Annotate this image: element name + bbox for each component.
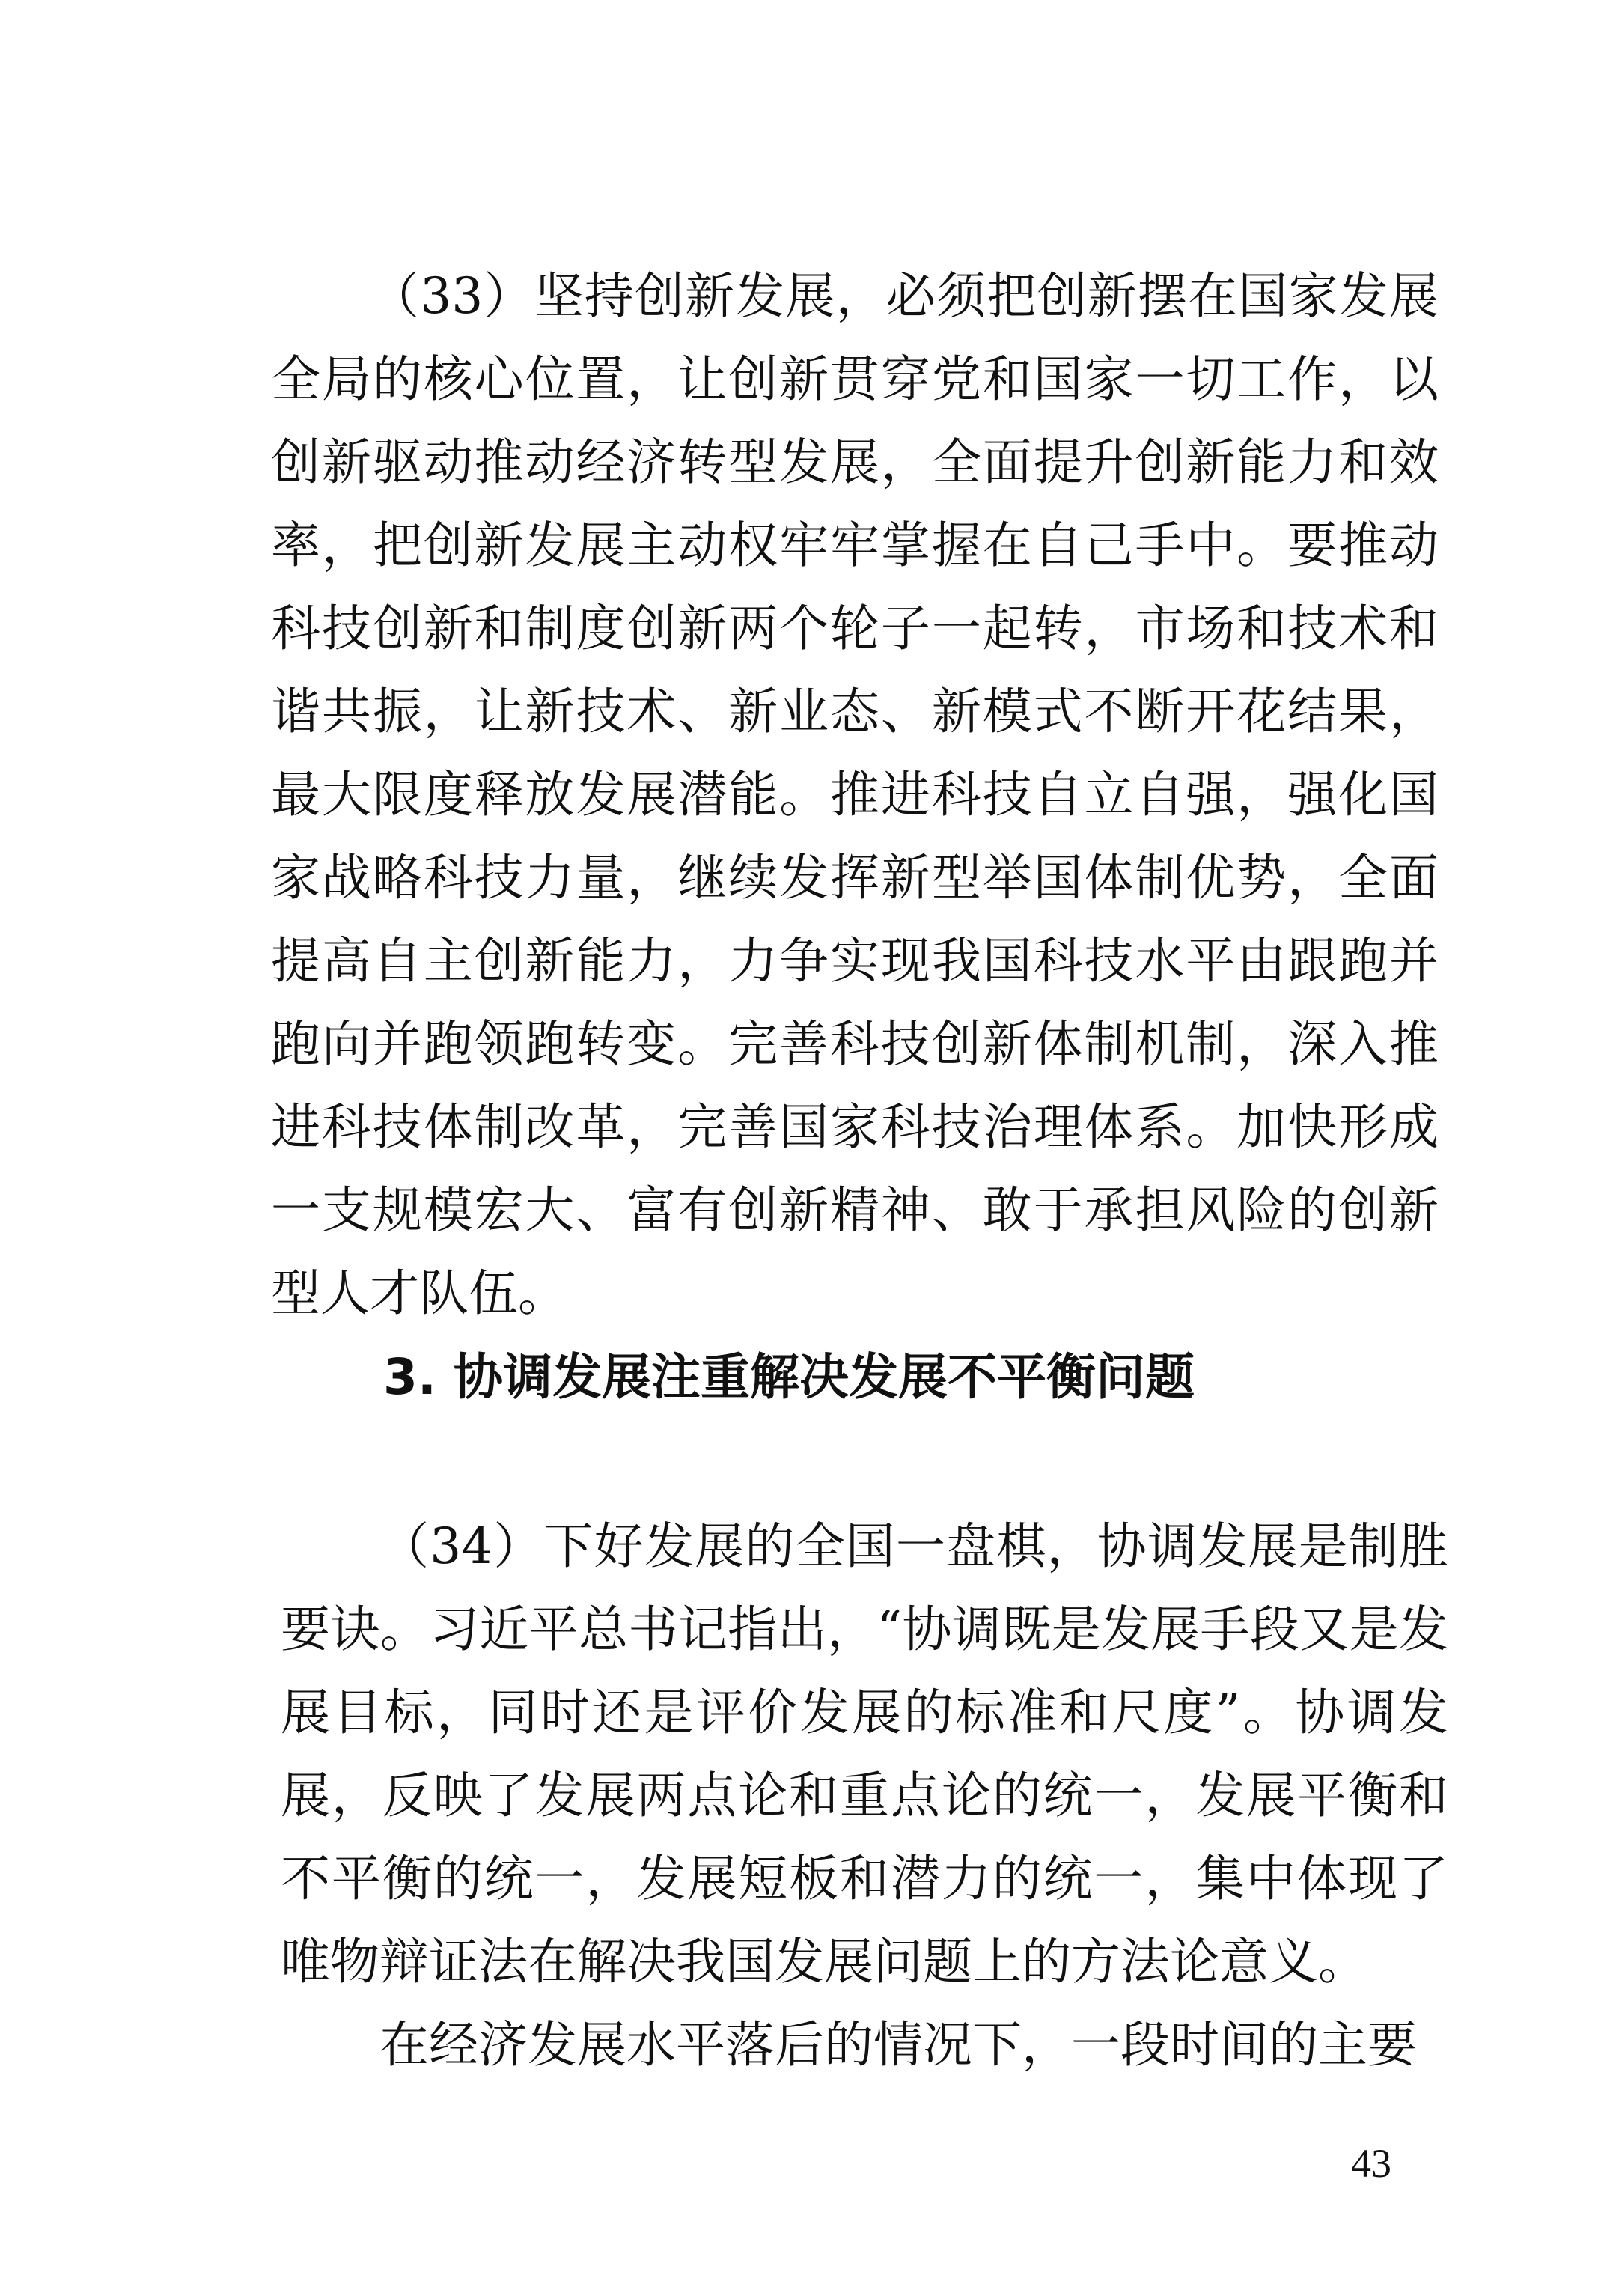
- page-number: 43: [1351, 2141, 1391, 2186]
- section-heading: 3. 协调发展注重解决发展不平衡问题: [383, 1348, 1195, 1406]
- paragraph-continued: 在经济发展水平落后的情况下，一段时间的主要: [379, 2016, 1417, 2074]
- paragraph-34: （34）下好发展的全国一盘棋，协调发展是制胜要诀。习近平总书记指出，“协调既是发展手段又是发展目标，同时还是评价发展的标准和尺度”。协调发展，反映了发展两点论和重点论的统一，发展平衡和不平衡的统一，发展短板和潜力的统一，集中体现了唯物辩证法在解决我国发展问题上的方法论意义。: [281, 1517, 1448, 1991]
- paragraph-33: （33）坚持创新发展，必须把创新摆在国家发展全局的核心位置，让创新贯穿党和国家一切工作，以创新驱动推动经济转型发展，全面提升创新能力和效率，把创新发展主动权牢牢掌握在自己手中。要推动科技创新和制度创新两个轮子一起转，市场和技术和谐共振，让新技术、新业态、新模式不断开花结果，最大限度释放发展潜能。推进科技自立自强，强化国家战略科技力量，继续发挥新型举国体制优势，全面提高自主创新能力，力争实现我国科技水平由跟跑并跑向并跑领跑转变。完善科技创新体制机制，深入推进科技体制改革，完善国家科技治理体系。加快形成一支规模宏大、富有创新精神、敢于承担风险的创新型人才队伍。: [271, 267, 1439, 1322]
